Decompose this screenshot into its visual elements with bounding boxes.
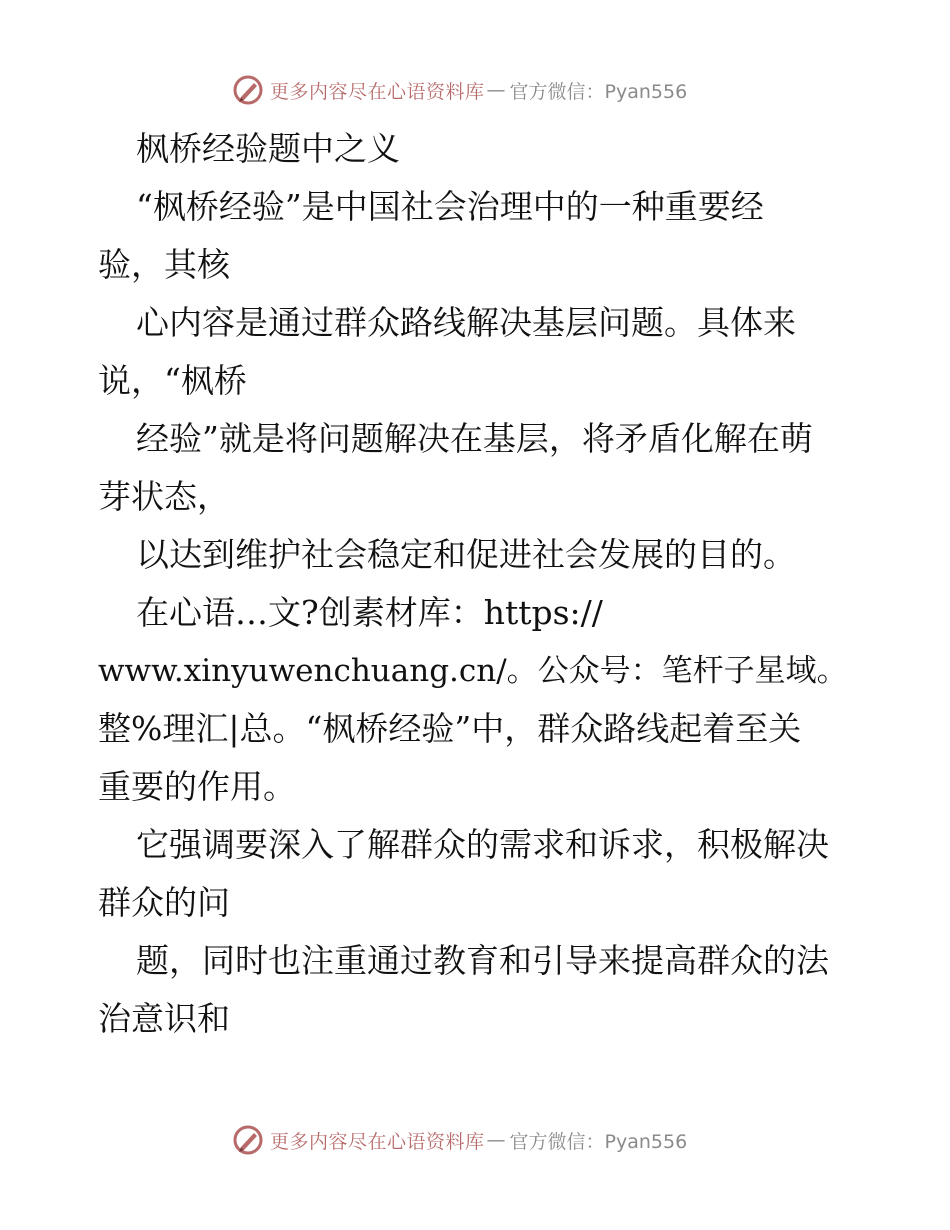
paragraph-line: 整%理汇|总。“枫桥经验”中，群众路线起着至关 xyxy=(98,709,802,748)
paragraph-line: 芽状态， xyxy=(98,477,230,516)
paragraph-line: 题，同时也注重通过教育和引导来提高群众的法 xyxy=(136,941,829,980)
footer-watermark xyxy=(232,1123,752,1157)
watermark-contact: 官方微信：Pyan556 xyxy=(509,80,688,103)
document-body xyxy=(98,120,858,1048)
watermark-contact: 官方微信：Pyan556 xyxy=(509,1130,688,1153)
paragraph-line: 在心语…文?创素材库：https:// xyxy=(136,593,603,632)
paragraph-line: “枫桥经验”是中国社会治理中的一种重要经 xyxy=(136,187,764,226)
watermark-text: 更多内容尽在心语资料库 xyxy=(270,80,485,103)
paragraph-line: 重要的作用。 xyxy=(98,767,296,806)
paragraph-line: 验，其核 xyxy=(98,245,230,284)
paragraph-line: 经验”就是将问题解决在基层，将矛盾化解在萌 xyxy=(136,419,813,458)
document-title: 枫桥经验题中之义 xyxy=(136,129,400,168)
paragraph-line: 群众的问 xyxy=(98,883,230,922)
watermark-text: 更多内容尽在心语资料库 xyxy=(270,1130,485,1153)
paragraph-line: 说，“枫桥 xyxy=(98,361,247,400)
paragraph-line-url: www.xinyuwenchuang.cn/。公众号：笔杆子星域。 xyxy=(98,653,848,689)
paragraph-line: 它强调要深入了解群众的需求和诉求，积极解决 xyxy=(136,825,829,864)
paragraph-line: 心内容是通过群众路线解决基层问题。具体来 xyxy=(136,303,796,342)
pen-logo-icon xyxy=(232,1124,264,1156)
paragraph-line: 治意识和 xyxy=(98,999,230,1038)
paragraph-line: 以达到维护社会稳定和促进社会发展的目的。 xyxy=(136,535,796,574)
watermark-separator: — xyxy=(486,1129,506,1151)
pen-logo-icon xyxy=(232,74,264,106)
header-watermark xyxy=(232,73,752,107)
watermark-separator: — xyxy=(486,79,506,101)
